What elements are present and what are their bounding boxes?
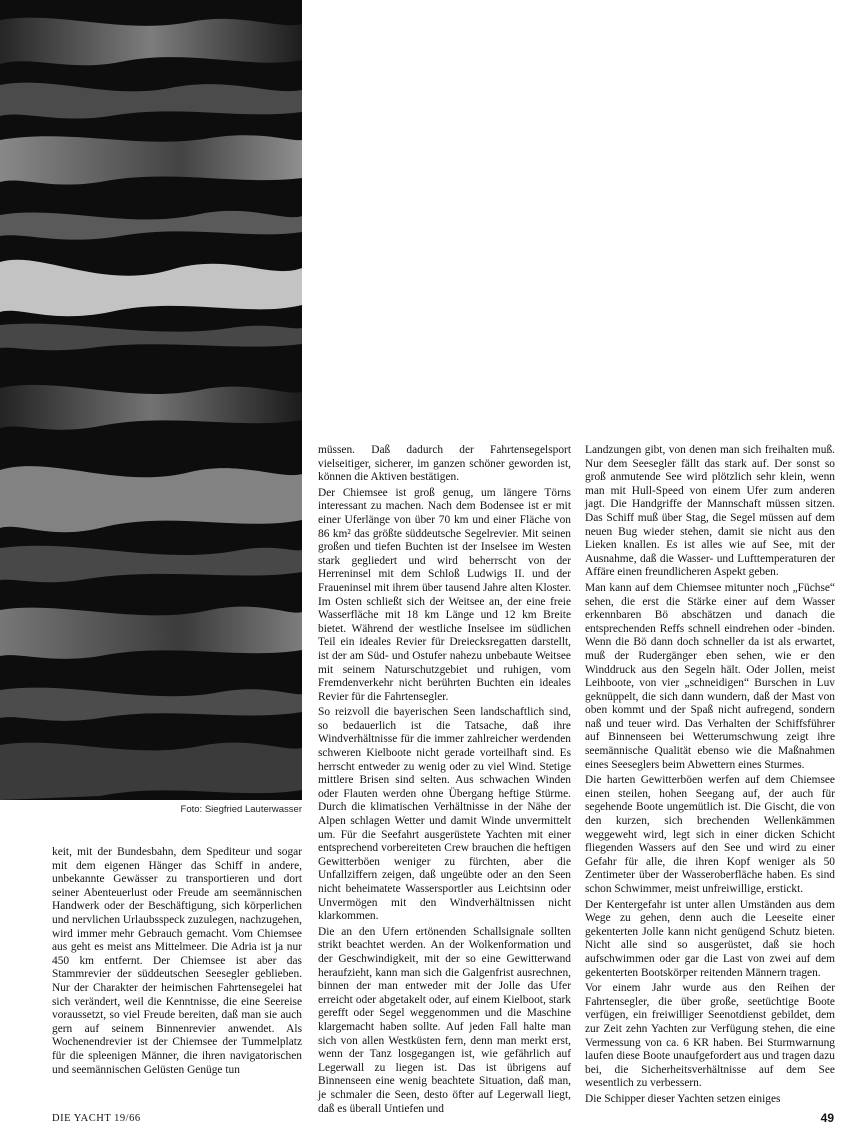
paragraph: Vor einem Jahr wurde aus den Reihen der Fahrtensegler, die über große, seetüchtige Boote verfügen, ein freiwilliger Seenotdienst gebildet, dem zur Zeit zehn Yachten zur Verfügung stehen, die eine Vermessung von ca. 6 KR haben. Bei Sturmwarnung laufen diese Boote unaufgefordert aus und tragen dazu bei, die Sicherheitsverhältnisse auf dem See wesentlich zu verbessern.: [585, 982, 835, 1090]
text-column-3: [585, 444, 835, 1108]
paragraph: Der Chiemsee ist groß genug, um längere Törns interessant zu machen. Nach dem Bodensee ist er mit einer Uferlänge von über 70 km und einer Fläche von 86 km² das größte süddeutsche Segelrevier. Mit seinen großen und tiefen Buchten ist der Inselsee im Westen stark gegliedert und wird beherrscht von der Herreninsel mit dem Schloß Ludwigs II. und der Fraueninsel mit ihrem über tausend Jahre alten Kloster. Im Osten schließt sich der Weitsee an, der eine freie Wasserfläche mit 18 km Länge und 12 km Breite bietet. Während der westliche Inselsee im südlichen Teil ein ideales Revier für Dreiecksregatten darstellt, ist der am Süd- und Ostufer nahezu unbebaute Weitsee mit seinem Naturschutzgebiet und ruhigen, vom Fremdenverkehr nicht berührten Buchten ein ideales Revier für die Fahrtensegler.: [318, 486, 571, 703]
paragraph: So reizvoll die bayerischen Seen landschaftlich sind, so bedauerlich ist die Tatsache, daß ihre Windverhältnisse für die immer zahlreicher werdenden schweren Kielboote nicht gerade vorteilhaft sind. Es herrscht entweder zu wenig oder zu viel Wind. Stetige mittlere Brisen sind selten. Aus schwachen Winden oder Flauten werden ohne Übergang heftige Stürme. Durch die klimatischen Verhältnisse in der Nähe der Alpen schlagen Wetter und damit Winde unvermittelt um. Für die Seefahrt ausgerüstete Yachten mit einer entsprechend vorbereiteten Crew brauchen die heftigen Gewitterböen weniger zu fürchten, aber die Unfallziffern zeigen, daß ungeübte oder an den Seen nicht beheimatete Wassersportler aus Leichtsinn oder Unvermögen mit den Windverhältnissen nicht klarkommen.: [318, 706, 571, 923]
paragraph: Die harten Gewitterböen werfen auf dem Chiemsee einen steilen, hohen Seegang auf, der auch für segehende Boote ungemütlich ist. Die Gischt, die von den kurzen, sich brechenden Wellenkämmen weggeweht wird, legt sich in einer dicken Schicht fliegenden Wassers auf den See und wird zu einer Gefahr für alle, die ihren Kopf weniger als 50 Zentimeter über der Wasseroberfläche haben. Es sind schon Schwimmer, meist unfreiwillige, erstickt.: [585, 774, 835, 895]
paragraph: Man kann auf dem Chiemsee mitunter noch „Füchse“ sehen, die erst die Stärke einer auf dem Wasser erkennbaren Bö abschätzen und danach die entsprechenden Reffs schnell eindrehen oder -binden. Wenn die Bö dann doch schneller da ist als erwartet, muß der Rudergänger eben sehen, wie er den Winddruck aus den Segeln hält. Oder Jollen, meist Leihboote, von vier „schneidigen“ Burschen in Luv geknüppelt, die sich dann wundern, daß der Mast von oben kommt und der Spaß nicht aufregend, sondern naß und teuer wird. Das Verhalten der Schiffsführer auf Binnenseen bei Wetterumschwung zeigt ihre seemännische Qualität ebenso wie die Maßnahmen eines Seeseglers beim Abwettern eines Sturmes.: [585, 581, 835, 771]
page-number: 49: [820, 1111, 834, 1125]
photo-credit: Foto: Siegfried Lauterwasser: [180, 804, 302, 815]
paragraph: keit, mit der Bundesbahn, dem Spediteur und sogar mit dem eigenen Hänger das Schiff in andere, unbekannte Gewässer zu transportieren und dort seiner Abenteuerlust oder Freude am seemännischen Handwerk oder der Beschäftigung, sich körperlichen und nervlichen Urlaubsspeck zuzulegen, nachzugehen, wird immer mehr Gebrauch gemacht. Vom Chiemsee aus geht es meist ans Mittelmeer. Die Adria ist ja nur 450 km entfernt. Der Chiemsee ist aber das Stammrevier der süddeutschen Seesegler geblieben. Nur der Charakter der heimischen Fahrtensegelei hat sich verändert, weil die Kenntnisse, die eine Seereise voraussetzt, so viel Freude bereiten, daß man sie auch gern auf seinem Binnenrevier anwendet. Als Wochenendrevier ist der Chiemsee der Tummelplatz für die spleenigen Männer, die ihren navigatorischen und seemännischen Gelüsten Genüge tun: [52, 846, 302, 1076]
text-column-1: [52, 846, 302, 1101]
water-waves-photo: [0, 0, 302, 800]
paragraph: Landzungen gibt, von denen man sich freihalten muß. Nur dem Seesegler fällt das stark auf. Der sonst so groß anmutende See wird plötzlich sehr klein, wenn man mit Hull-Speed von einem Ufer zum anderen jagt. Die Handgriffe der Mannschaft müssen sitzen. Das Schiff muß über Stag, die Segel müssen auf dem neuen Bug wieder stehen, damit sie nicht aus den Lieken knallen. Es ist alles wie auf See, mit der Ausnahme, daß die Wasser- und Lufttemperaturen der Affäre einen freundlicheren Aspekt geben.: [585, 444, 835, 579]
paragraph: Der Kentergefahr ist unter allen Umständen aus dem Wege zu gehen, denn auch die Leeseite einer gekenterten Jolle kann nicht genügend Schutz bieten. Nicht alle sind so ausgerüstet, daß sie hoch aufschwimmen oder gar die Last von zwei auf dem gekenterten Bootskörper reitenden Männern tragen.: [585, 898, 835, 979]
paragraph: müssen. Daß dadurch der Fahrtensegelsport vielseitiger, sicherer, im ganzen schöner geworden ist, können die Aktiven bestätigen.: [318, 444, 571, 484]
paragraph: Die Schipper dieser Yachten setzen einiges: [585, 1092, 781, 1105]
text-column-2: [318, 444, 571, 1115]
magazine-issue: DIE YACHT 19/66: [52, 1113, 141, 1124]
paragraph: Die an den Ufern ertönenden Schallsignale sollten strikt beachtet werden. An der Wolkenformation und der Geschwindigkeit, mit der so eine Gewitterwand heraufzieht, kann man sich die Galgenfrist ausrechnen, binnen der man entweder mit der Jolle das Ufer erreicht oder abgetakelt oder, auf einem Kielboot, stark gerefft oder Segel weggenommen und die Maschine klargemacht haben sollte. Auf jeden Fall halte man sich von allen Westküsten fern, denn man merkt erst, wenn der Tanz losgegangen ist, wie gefährlich auf Legerwall zu liegen ist. Das ist übrigens auf Binnenseen eine wenig beachtete Situation, daß man, je schmaler die Seen, desto öfter auf Legerwall liegt, daß es überall Untiefen und: [318, 925, 571, 1115]
waves-illustration: [0, 0, 302, 800]
